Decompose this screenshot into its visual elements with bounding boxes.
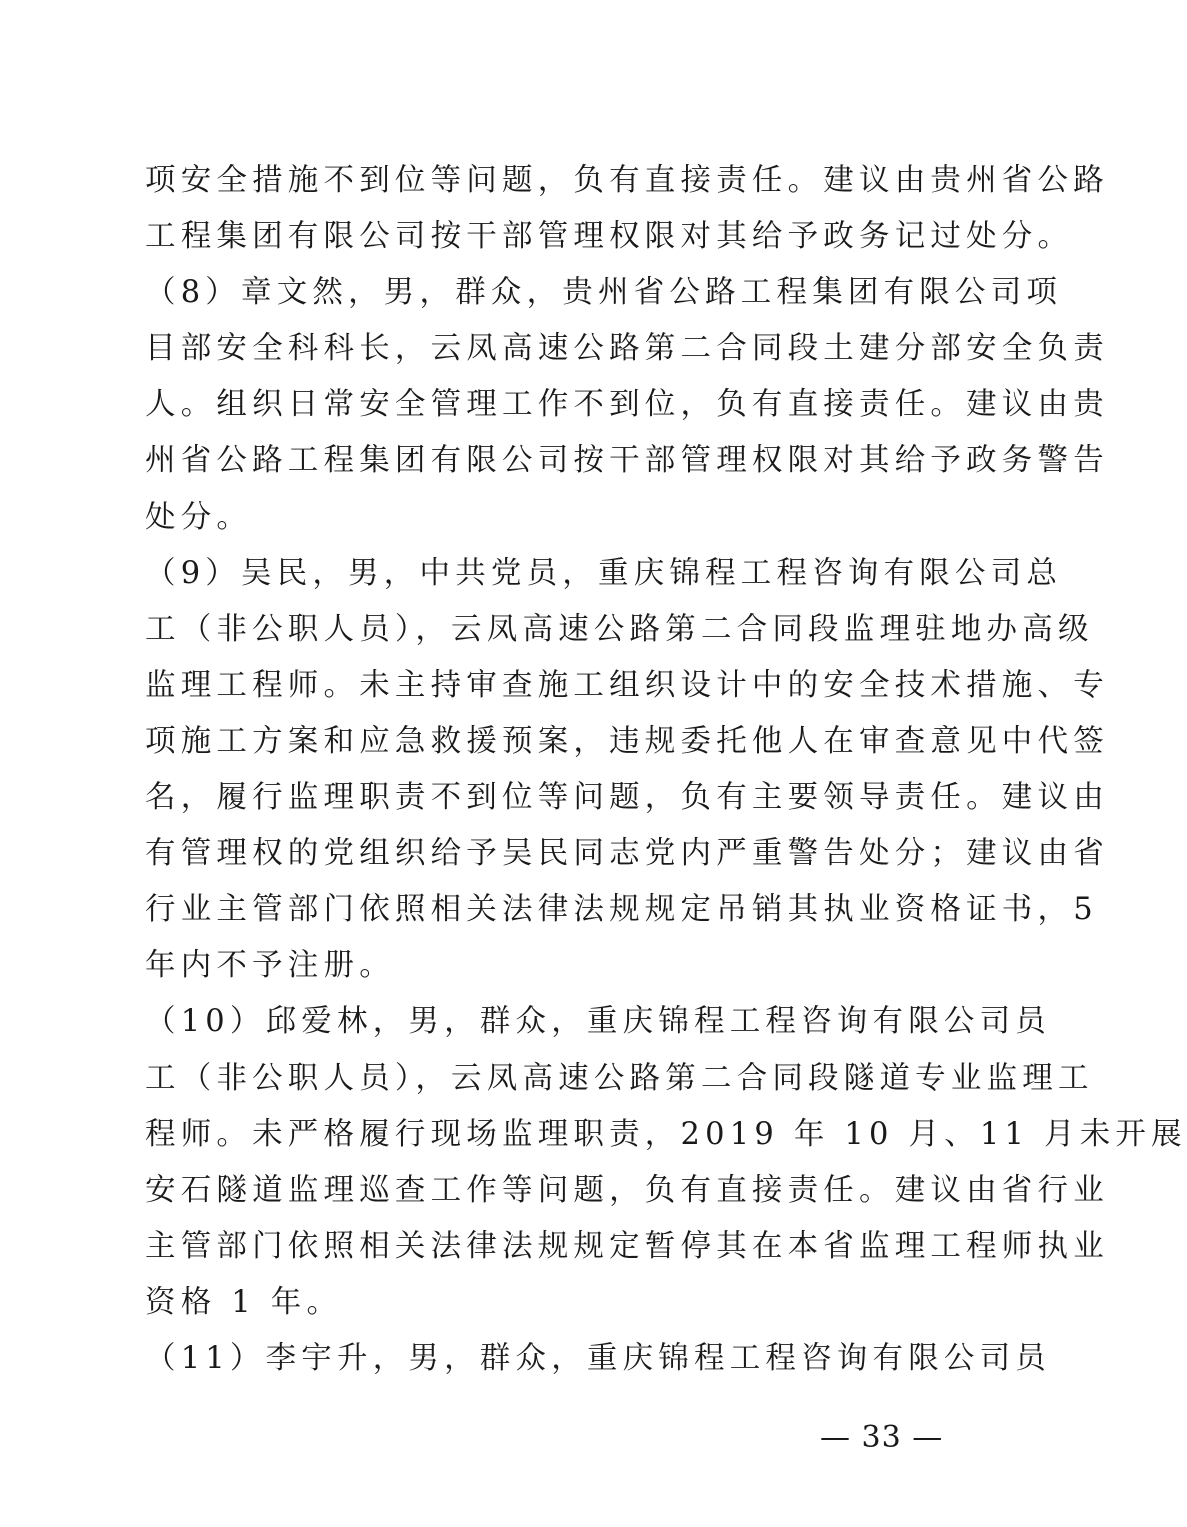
text-line: 州省公路工程集团有限公司按干部管理权限对其给予政务警告 [145, 443, 1109, 479]
text-line: 工程集团有限公司按干部管理权限对其给予政务记过处分。 [145, 219, 1074, 255]
text-line: 人。组织日常安全管理工作不到位，负有直接责任。建议由贵 [145, 387, 1109, 423]
text-line: 安石隧道监理巡查工作等问题，负有直接责任。建议由省行业 [145, 1172, 1109, 1208]
text-line: 名，履行监理职责不到位等问题，负有主要领导责任。建议由 [145, 780, 1109, 816]
text-line: 程师。未严格履行现场监理职责，2019 年 10 月、11 月未开展 [145, 1116, 1187, 1152]
body-text [145, 153, 1187, 1387]
text-line: 目部安全科科长，云凤高速公路第二合同段土建分部安全负责 [145, 331, 1109, 367]
text-line: 资格 1 年。 [145, 1284, 343, 1320]
text-line: 年内不予注册。 [145, 948, 395, 984]
text-line: 处分。 [145, 499, 253, 535]
text-line: 项施工方案和应急救援预案，违规委托他人在审查意见中代签 [145, 723, 1109, 759]
text-line: 工（非公职人员），云凤高速公路第二合同段监理驻地办高级 [145, 611, 1094, 647]
text-line: （9）吴民，男，中共党员，重庆锦程工程咨询有限公司总 [145, 555, 1063, 591]
text-line: 行业主管部门依照相关法律法规规定吊销其执业资格证书，5 [145, 892, 1098, 928]
page-number: — 33 — [820, 1420, 944, 1455]
text-line: （10）邱爱林，男，群众，重庆锦程工程咨询有限公司员 [145, 1004, 1052, 1040]
text-line: 工（非公职人员），云凤高速公路第二合同段隧道专业监理工 [145, 1060, 1094, 1096]
text-line: （11）李宇升，男，群众，重庆锦程工程咨询有限公司员 [145, 1340, 1052, 1376]
text-line: 监理工程师。未主持审查施工组织设计中的安全技术措施、专 [145, 667, 1109, 703]
text-line: 有管理权的党组织给予吴民同志党内严重警告处分；建议由省 [145, 836, 1109, 872]
text-line: 主管部门依照相关法律法规规定暂停其在本省监理工程师执业 [145, 1228, 1109, 1264]
text-line: （8）章文然，男，群众，贵州省公路工程集团有限公司项 [145, 275, 1063, 311]
text-line: 项安全措施不到位等问题，负有直接责任。建议由贵州省公路 [145, 163, 1109, 198]
